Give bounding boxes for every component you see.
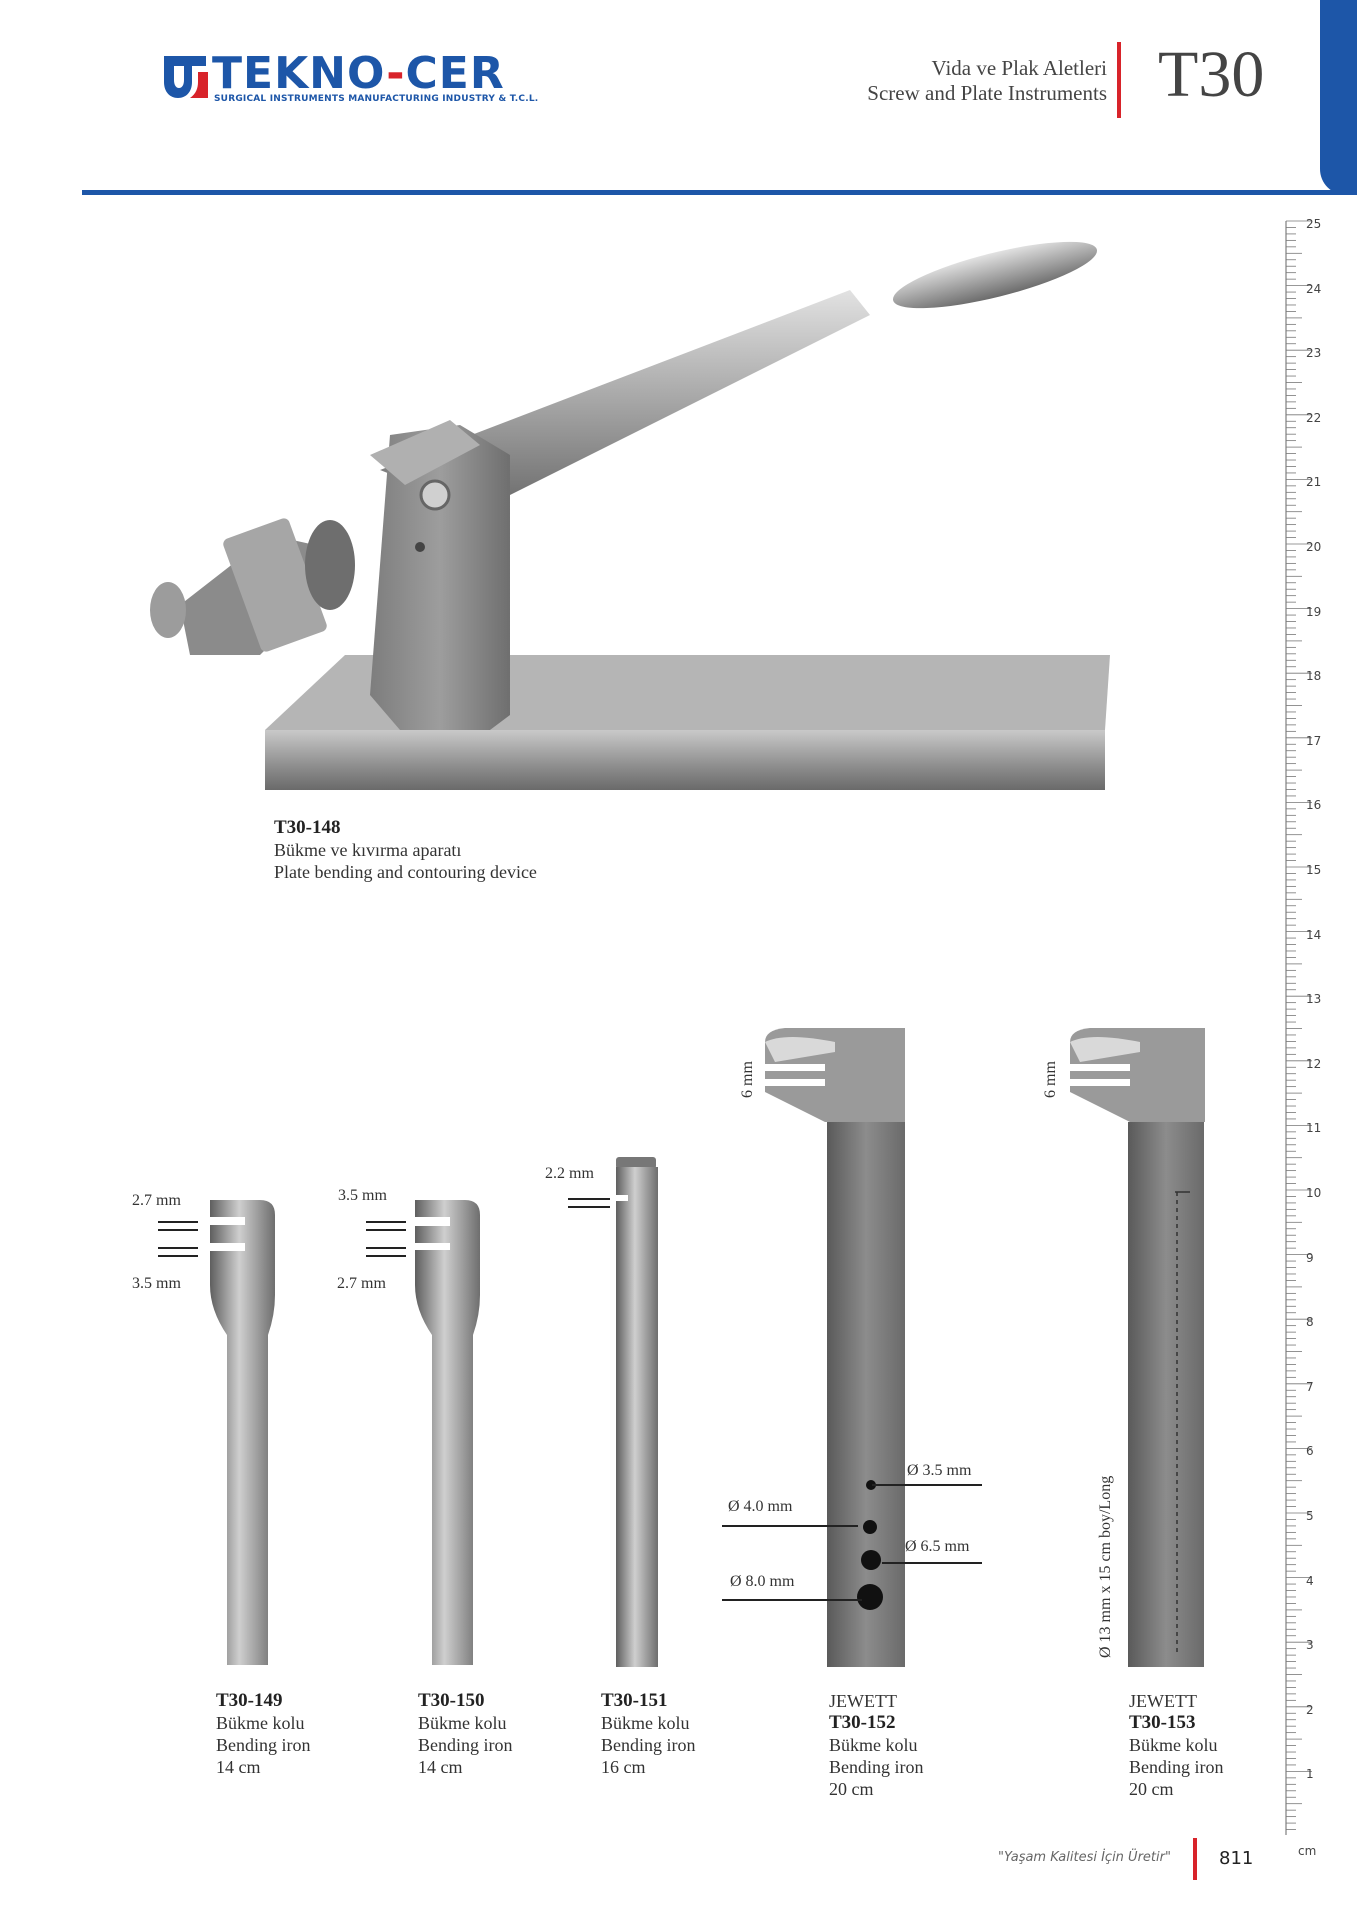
page-number: 811 xyxy=(1219,1848,1254,1869)
footer-slogan: "Yaşam Kalitesi İçin Üretir" xyxy=(998,1850,1171,1865)
hole-size-3-5: Ø 3.5 mm xyxy=(907,1462,972,1479)
header-blue-tab xyxy=(1320,0,1357,195)
product-prefix: JEWETT xyxy=(1129,1691,1197,1711)
slot-marker-lines-151 xyxy=(568,1196,618,1212)
ruler-label: 7 xyxy=(1306,1379,1314,1394)
slot-size-bottom-150: 2.7 mm xyxy=(337,1275,386,1292)
ruler-label: 10 xyxy=(1306,1186,1322,1200)
product-size: 16 cm xyxy=(601,1757,646,1777)
product-code: T30-151 xyxy=(601,1690,668,1711)
ruler-label: 21 xyxy=(1306,475,1322,490)
slot-size-top-149: 2.7 mm xyxy=(132,1192,181,1209)
ruler-label: 14 xyxy=(1306,927,1322,942)
product-name-tr: Bükme kolu xyxy=(829,1735,918,1755)
hole-size-8-0: Ø 8.0 mm xyxy=(730,1573,795,1590)
measurement-ruler xyxy=(1284,215,1324,1858)
bending-iron-151-image xyxy=(612,1155,662,1675)
slot-size-152: 6 mm xyxy=(739,1061,756,1098)
slot-size-bottom-149: 3.5 mm xyxy=(132,1275,181,1292)
ruler-label: 12 xyxy=(1306,1056,1322,1071)
hole-size-6-5: Ø 6.5 mm xyxy=(905,1538,970,1555)
caption-t30-152 xyxy=(829,1690,924,1800)
ruler-label: 17 xyxy=(1306,733,1322,748)
caption-t30-149 xyxy=(216,1690,311,1778)
brand-tagline: SURGICAL INSTRUMENTS MANUFACTURING INDUSTRY & T.C.L. xyxy=(214,94,539,104)
ruler-label: 16 xyxy=(1306,798,1322,813)
product-size: 14 cm xyxy=(418,1757,463,1777)
header-divider xyxy=(1117,42,1121,118)
jewett-bending-iron-153-image xyxy=(1060,1022,1220,1677)
ruler-ticks xyxy=(1284,215,1324,1835)
brand-logo-mark xyxy=(160,52,210,104)
ruler-label: 25 xyxy=(1306,217,1322,231)
ruler-label: 3 xyxy=(1306,1638,1314,1653)
product-name-tr: Bükme kolu xyxy=(418,1713,507,1733)
product-size: 20 cm xyxy=(829,1779,874,1799)
product-name-en: Bending iron xyxy=(829,1757,924,1777)
product-name-en: Plate bending and contouring device xyxy=(274,862,537,882)
product-name-en: Bending iron xyxy=(216,1735,311,1755)
product-name-en: Bending iron xyxy=(601,1735,696,1755)
hole-size-4-0: Ø 4.0 mm xyxy=(728,1498,793,1515)
product-prefix: JEWETT xyxy=(829,1691,897,1711)
ruler-label: 4 xyxy=(1306,1573,1314,1588)
ruler-label: 24 xyxy=(1306,281,1322,296)
footer-divider xyxy=(1193,1838,1197,1880)
product-code: T30-149 xyxy=(216,1690,283,1711)
ruler-label: 5 xyxy=(1306,1509,1314,1523)
product-size: 14 cm xyxy=(216,1757,261,1777)
ruler-label: 9 xyxy=(1306,1250,1314,1265)
caption-t30-153 xyxy=(1129,1690,1224,1800)
ruler-label: 18 xyxy=(1306,669,1322,684)
product-code: T30-148 xyxy=(274,817,341,838)
bending-iron-149-image xyxy=(200,1195,280,1675)
ruler-label: 20 xyxy=(1306,540,1322,554)
ruler-label: 15 xyxy=(1306,863,1322,877)
plate-bending-device-image xyxy=(130,235,1130,805)
dimension-153: Ø 13 mm x 15 cm boy/Long xyxy=(1097,1475,1114,1658)
header-rule xyxy=(82,190,1357,195)
caption-t30-151 xyxy=(601,1690,696,1778)
ruler-unit: cm xyxy=(1298,1844,1317,1858)
ruler-label: 6 xyxy=(1306,1444,1314,1459)
ruler-label: 2 xyxy=(1306,1702,1314,1717)
product-code: T30-150 xyxy=(418,1690,485,1711)
bending-iron-150-image xyxy=(405,1195,485,1675)
product-name-en: Bending iron xyxy=(418,1735,513,1755)
product-size: 20 cm xyxy=(1129,1779,1174,1799)
caption-t30-148 xyxy=(274,817,537,883)
product-name-tr: Bükme kolu xyxy=(1129,1735,1218,1755)
slot-size-153: 6 mm xyxy=(1042,1061,1059,1098)
slot-size-top-150: 3.5 mm xyxy=(338,1187,387,1204)
slot-size-151: 2.2 mm xyxy=(545,1165,594,1182)
product-name-tr: Bükme ve kıvırma aparatı xyxy=(274,840,462,860)
ruler-label: 22 xyxy=(1306,410,1322,425)
brand-name: TEKNO-CER xyxy=(212,48,505,99)
ruler-label: 23 xyxy=(1306,346,1322,361)
product-code: T30-153 xyxy=(1129,1712,1196,1733)
product-name-en: Bending iron xyxy=(1129,1757,1224,1777)
section-title-en: Screw and Plate Instruments xyxy=(867,81,1107,105)
ruler-label: 1 xyxy=(1306,1767,1314,1782)
product-code: T30-152 xyxy=(829,1712,896,1733)
slot-marker-lines-150 xyxy=(366,1218,416,1258)
product-name-tr: Bükme kolu xyxy=(216,1713,305,1733)
ruler-label: 19 xyxy=(1306,604,1322,619)
product-name-tr: Bükme kolu xyxy=(601,1713,690,1733)
ruler-label: 13 xyxy=(1306,992,1322,1007)
ruler-label: 11 xyxy=(1306,1121,1322,1136)
caption-t30-150 xyxy=(418,1690,513,1778)
ruler-label: 8 xyxy=(1306,1315,1314,1330)
slot-marker-lines-149 xyxy=(158,1218,208,1258)
section-code: T30 xyxy=(1158,38,1265,111)
section-title-tr: Vida ve Plak Aletleri xyxy=(931,56,1107,80)
